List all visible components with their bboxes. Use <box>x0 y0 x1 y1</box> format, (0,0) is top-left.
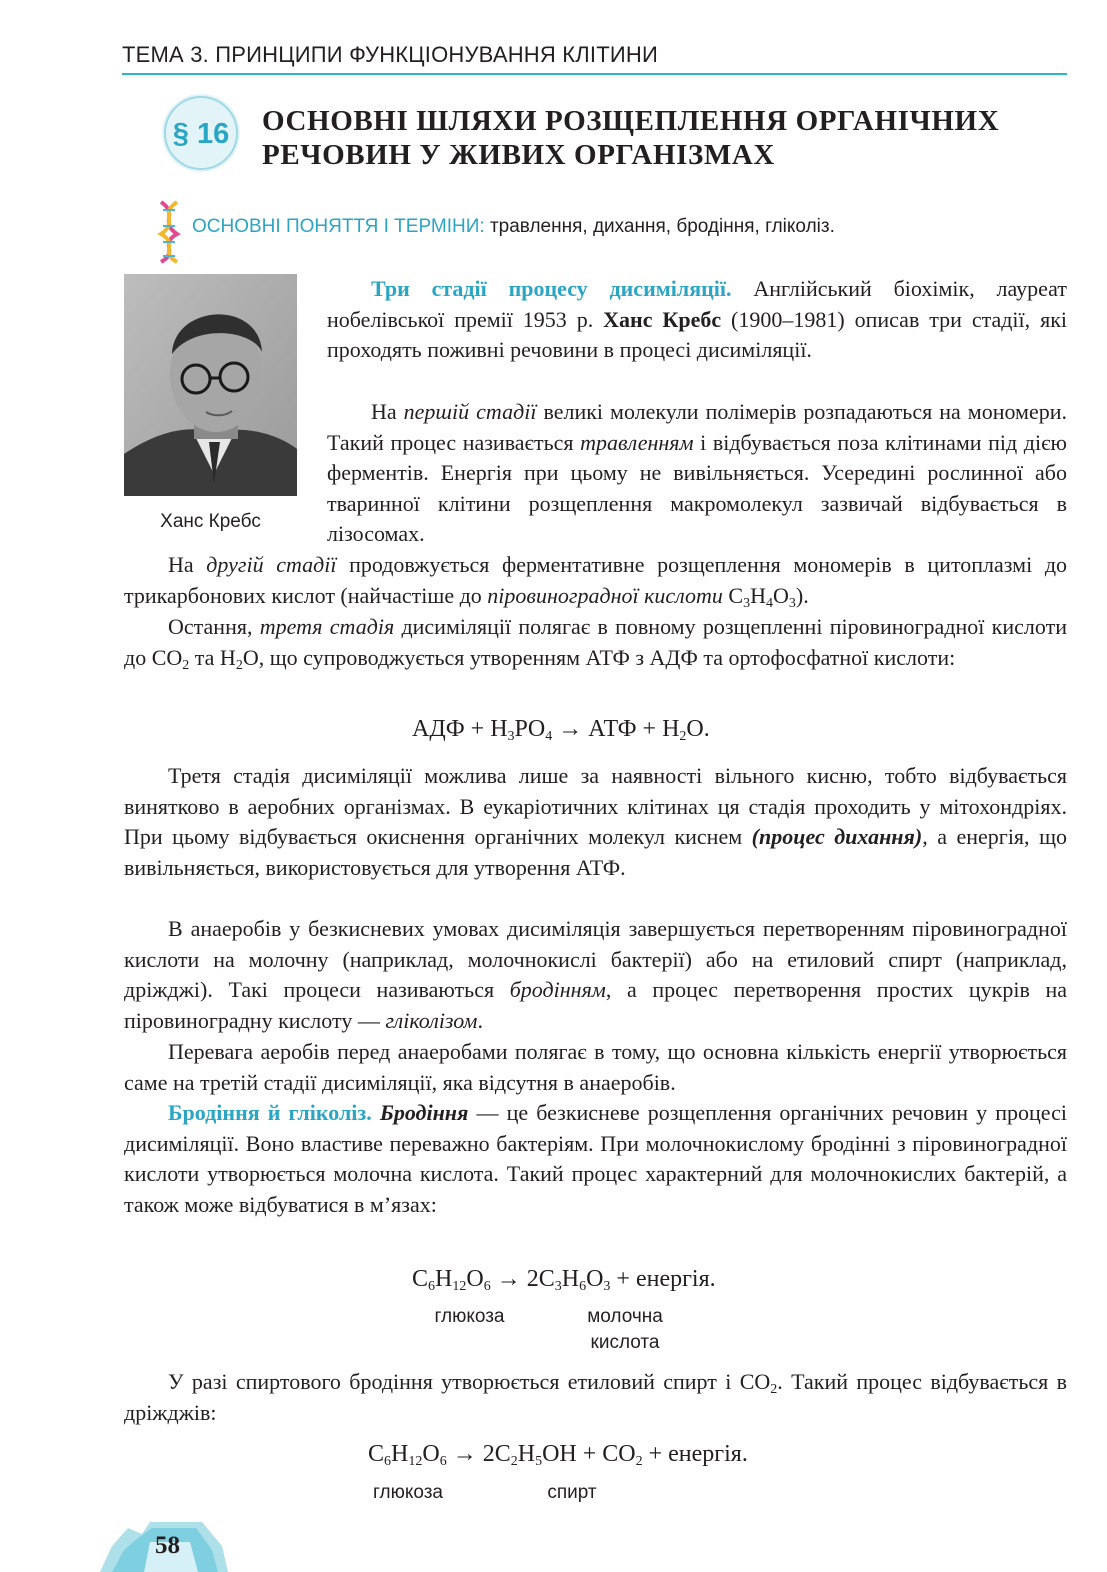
key-terms-label: ОСНОВНІ ПОНЯТТЯ І ТЕРМІНИ: <box>192 216 485 237</box>
text-run: Перевага аеробів перед анаеробами полягає в тому, що основна кількість енергії утворюється саме на третій стадії дисиміляції, яка відсутня в анаеробів. <box>124 1039 1067 1095</box>
portrait-caption: Ханс Кребс <box>160 511 261 532</box>
term-digestion: травленням <box>580 429 694 455</box>
text-run: великі молекули полімерів розпадаються на мономери. Такий процес називається <box>327 399 1068 455</box>
equation-ethanol: $C_6H_{12}O_6 \to 2C_2H_5OH + CO_2$ + енергія. <box>368 1441 748 1469</box>
text-run: , а енергія, що вивільняється, використовується для утворення АТФ. <box>124 824 1068 880</box>
eq-part: O <box>422 1441 440 1467</box>
text-run: , а процес перетворення простих цукрів на піровиноградну кислоту — <box>124 977 1068 1033</box>
topic-header: ТЕМА 3. ПРИНЦИПИ ФУНКЦІОНУВАННЯ КЛІТИНИ <box>122 42 658 67</box>
text-run: — це безкисневе розщеплення органічних речовин у процесі дисиміляції. Воно властиве переважно бактеріям. При молочнокислому бродінні з піровиноградної кислоти утворюється молочна кислота. Такий процес характерний для молочнокислих бактерій, а також може відбуватися в м’язах: <box>124 1100 1067 1217</box>
eq-part: H <box>391 1441 409 1467</box>
text-run: Англійський біохімік, лауреат нобелівської премії 1953 р. <box>327 276 1067 332</box>
eq-part: C <box>368 1441 385 1467</box>
text-run: В анаеробів у безкисневих умовах дисиміляція завершується перетворенням піровиноградної кислоти на молочну (наприклад, молочнокислі бактерії) або на етиловий спирт (наприклад, дріжджі). Такі процеси називаються <box>124 916 1067 1003</box>
equation-atp: АДФ + $H_3PO_4$ → АТФ + $H_2O$. <box>412 716 710 744</box>
eq-part: O. <box>686 716 710 742</box>
eq-part: H <box>435 1266 453 1292</box>
eq-part: O <box>466 1266 484 1292</box>
text-run: На <box>371 399 404 424</box>
key-terms-list: травлення, дихання, бродіння, гліколіз. <box>489 216 835 237</box>
label-glucose-2: глюкоза <box>372 1482 443 1503</box>
paragraph-third-stage: Остання, третя стадія дисиміляції полягає в повному розщепленні піровиноградної кислоти до $CO_2$ та $H_2O$, що супроводжується утворенням АТФ з АДФ та ортофосфатної кислоти: <box>124 614 1067 673</box>
term-pyruvic-acid: піровиноградної кислоти <box>487 582 723 608</box>
term-second-stage: другій стадії <box>206 552 337 577</box>
section-heading-fermentation: Бродіння й гліколіз. <box>168 1100 372 1125</box>
section-heading-stages: Три стадії процесу дисиміляції. <box>371 276 732 301</box>
paragraph-fermentation <box>124 1098 1067 1220</box>
paragraph-aerobes-advantage <box>124 1037 1067 1098</box>
equation-lactic: $C_6H_{12}O_6 \to 2C_3H_6O_3$ + енергія. <box>412 1266 716 1294</box>
arrow-icon: → <box>452 1441 477 1467</box>
eq-part: + енергія. <box>616 1266 716 1292</box>
section-badge <box>160 92 242 174</box>
paragraph-respiration <box>124 761 1067 883</box>
text-run: Третя стадія дисиміляції можлива лише за наявності вільного кисню, тобто відбувається винятково в аеробних організмах. В еукаріотичних клітинах ця стадія проходить у мітохондріях. При цьому відбувається окиснення органічних молекул киснем <box>124 763 1067 850</box>
term-first-stage: першій стадії <box>403 399 537 424</box>
eq-part: 2C <box>526 1266 555 1292</box>
eq-part: + енергія. <box>648 1441 748 1467</box>
eq-part: 2C <box>482 1441 511 1467</box>
eq-part: АТФ + H <box>588 716 680 742</box>
label-lactic: молочна <box>587 1306 663 1327</box>
page-number: 58 <box>155 1532 180 1559</box>
label-acid: кислота <box>590 1332 660 1353</box>
arrow-icon: → <box>496 1266 521 1292</box>
text-run: та H <box>189 644 236 670</box>
paragraph-second-stage: На другій стадії продовжується ферментативне розщеплення мономерів в цитоплазмі до трикарбонових кислот (найчастіше до піровиноградної кислоти $C_3H_4O_3$). <box>124 552 1068 611</box>
person-name: Ханс Кребс <box>603 306 722 332</box>
text-run: O, що супроводжується утворенням АТФ з АДФ та ортофосфатної кислоти: <box>242 644 956 670</box>
eq-part: OH + CO <box>542 1441 636 1467</box>
arrow-icon: → <box>558 716 583 742</box>
portrait-photo <box>124 274 297 496</box>
text-run: На <box>168 552 207 577</box>
eq-part: АДФ + H <box>412 716 508 742</box>
text-run: У разі спиртового бродіння утворюється етиловий спирт і CO <box>168 1369 771 1394</box>
label-glucose: глюкоза <box>434 1306 505 1327</box>
term-glycolysis: гліколізом <box>385 1007 478 1033</box>
text-run: дисиміляції полягає в повному розщепленні піровиноградної кислоти до CO <box>124 614 1067 670</box>
term-third-stage: третя стадія <box>259 614 395 639</box>
term-respiration: (процес дихання) <box>751 824 923 850</box>
term-fermentation: бродінням <box>509 977 606 1003</box>
paragraph-anaerobes <box>124 914 1067 1036</box>
eq-part: PO <box>514 716 546 742</box>
label-alcohol: спирт <box>547 1482 597 1503</box>
eq-part: C <box>412 1266 429 1292</box>
text-run: (1900–1981) описав три стадії, які проходять поживні речовини в процесі дисиміляції. <box>327 306 1067 363</box>
paragraph-alcoholic: У разі спиртового бродіння утворюється етиловий спирт і $CO_2$. Такий процес відбувається в дріжджів: <box>124 1369 1067 1425</box>
paragraph-intro <box>327 274 1067 366</box>
header-divider <box>122 73 1067 75</box>
term-fermentation-bold: Бродіння <box>379 1100 469 1125</box>
section-number: § 16 <box>172 118 230 150</box>
dna-icon <box>157 200 181 264</box>
paragraph-first-stage <box>327 397 1067 550</box>
text-run: . <box>477 1007 483 1033</box>
text-run: продовжується ферментативне розщеплення мономерів в цитоплазмі до трикарбонових кислот (найчастіше до <box>124 552 1068 608</box>
key-terms <box>192 216 835 238</box>
text-run: і відбувається поза клітинами під дією ферментів. Енергія при цьому не вивільняється. Усередині рослинної або тваринної клітини розщеплення макромолекул зазвичай відбувається в лізосомах. <box>327 429 1067 547</box>
section-title: ОСНОВНІ ШЛЯХИ РОЗЩЕПЛЕННЯ ОРГАНІЧНИХ РЕЧОВИН У ЖИВИХ ОРГАНІЗМАХ <box>262 105 1000 171</box>
text-run: . Такий процес відбувається в дріжджів: <box>124 1369 1067 1425</box>
text-run: Остання, <box>168 614 260 639</box>
